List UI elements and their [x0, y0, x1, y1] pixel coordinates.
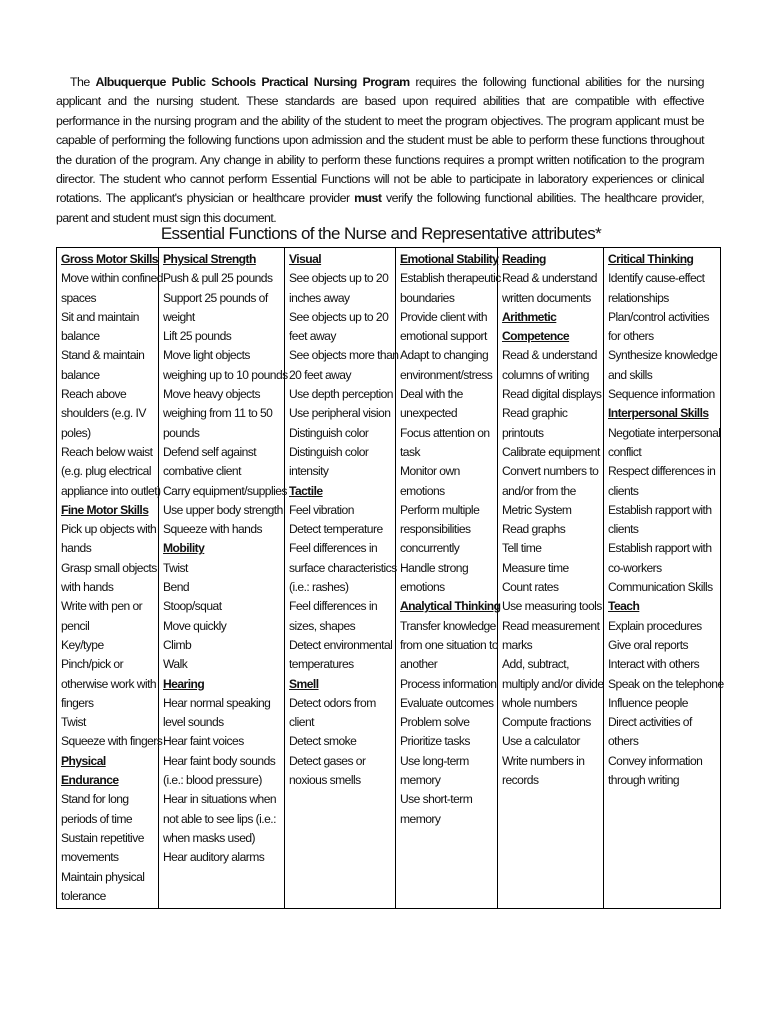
function-item: Count rates — [502, 580, 559, 595]
function-item: pencil — [61, 618, 90, 633]
function-item: feet away — [289, 329, 336, 344]
section-heading: Competence — [502, 329, 570, 344]
function-item: Write with pen or — [61, 599, 143, 614]
function-item: Twist — [61, 715, 86, 730]
function-item: Read graphs — [502, 522, 566, 537]
function-item: Stand & maintain — [61, 348, 145, 363]
function-item: Reach above — [61, 387, 127, 402]
function-item: responsibilities — [400, 522, 471, 537]
function-item: Establish rapport with — [608, 541, 712, 556]
intro-line: the nursing student. These standards are based upon required abilities that are compatible with effective performance in the nursing — [56, 94, 704, 128]
function-item: Climb — [163, 637, 192, 652]
column-strength-mobility-hearing — [159, 248, 288, 909]
column-emotional-analytical — [396, 248, 501, 909]
function-item: Move light objects — [163, 348, 250, 363]
function-item: Negotiate interpersonal — [608, 425, 721, 440]
function-item: Lift 25 pounds — [163, 329, 232, 344]
function-item: task — [400, 444, 420, 459]
function-item: surface characteristics — [289, 560, 397, 575]
function-item: through writing — [608, 773, 680, 788]
intro-line: requires the following functional abilities for the nursing applicant and — [56, 75, 704, 109]
function-item: Convey information — [608, 753, 703, 768]
column-reading-arithmetic — [498, 248, 604, 909]
function-item: Read & understand — [502, 348, 597, 363]
function-item: See objects more than — [289, 348, 399, 363]
function-item: pounds — [163, 425, 200, 440]
function-item: Hear normal speaking — [163, 695, 271, 710]
function-item: inches away — [289, 290, 350, 305]
function-item: intensity — [289, 464, 329, 479]
function-item: relationships — [608, 290, 669, 305]
function-item: Sit and maintain — [61, 309, 139, 324]
function-item: co-workers — [608, 560, 662, 575]
section-heading: Mobility — [163, 541, 205, 556]
function-item: Bend — [163, 580, 190, 595]
essential-functions-table — [56, 247, 724, 909]
function-item: fingers — [61, 695, 94, 710]
function-item: Tell time — [502, 541, 542, 556]
function-item: otherwise work with — [61, 676, 157, 691]
function-item: Key/type — [61, 637, 104, 652]
function-item: Feel vibration — [289, 502, 354, 517]
function-item: Use depth perception — [289, 387, 393, 402]
function-item: Monitor own — [400, 464, 460, 479]
function-item: level sounds — [163, 715, 224, 730]
intro-line: Essential Functions will not be able to participate in laboratory experiences or clinical rotations. The applicant's physician or healthcare — [56, 172, 704, 206]
function-item: appliance into outlet) — [61, 483, 161, 498]
function-item: weighing up to 10 pounds — [163, 367, 288, 382]
section-heading: Fine Motor Skills — [61, 502, 149, 517]
function-item: records — [502, 773, 539, 788]
function-item: when masks used) — [163, 830, 256, 845]
function-item: Read digital displays — [502, 387, 602, 402]
function-item: Convert numbers to — [502, 464, 599, 479]
function-item: Use a calculator — [502, 734, 580, 749]
function-item: Detect temperature — [289, 522, 383, 537]
function-item: columns of writing — [502, 367, 589, 382]
function-item: written documents — [502, 290, 591, 305]
function-item: memory — [400, 773, 441, 788]
function-item: memory — [400, 811, 441, 826]
function-item: Measure time — [502, 560, 569, 575]
function-item: (i.e.: blood pressure) — [163, 773, 262, 788]
function-item: Plan/control activities — [608, 309, 709, 324]
section-heading: Analytical Thinking — [400, 599, 501, 614]
section-heading: Physical — [61, 753, 106, 768]
function-item: Detect smoke — [289, 734, 357, 749]
function-item: noxious smells — [289, 773, 361, 788]
function-item: Read measurement — [502, 618, 600, 633]
section-heading: Emotional Stability — [400, 252, 499, 266]
section-heading: Teach — [608, 599, 640, 614]
function-item: Use short-term — [400, 792, 473, 807]
function-item: Use measuring tools — [502, 599, 602, 614]
function-item: movements — [61, 850, 119, 865]
section-heading: Reading — [502, 252, 546, 266]
function-item: Direct activities of — [608, 715, 692, 730]
section-heading: Visual — [289, 252, 322, 266]
function-item: Maintain physical — [61, 869, 145, 884]
function-item: others — [608, 734, 639, 749]
column-visual-tactile-smell — [285, 248, 399, 909]
function-item: client — [289, 715, 314, 730]
function-item: unexpected — [400, 406, 458, 421]
intro-prefix: The — [70, 75, 96, 89]
function-item: Read & understand — [502, 271, 597, 286]
function-item: Push & pull 25 pounds — [163, 271, 273, 286]
table-row — [57, 248, 721, 909]
function-item: Hear faint voices — [163, 734, 244, 749]
function-item: Distinguish color — [289, 425, 369, 440]
function-item: Reach below waist — [61, 444, 153, 459]
intro-must: must — [354, 191, 382, 206]
intro-last-prefix: provider — [309, 191, 355, 206]
function-item: Synthesize knowledge — [608, 348, 718, 363]
function-item: Twist — [163, 560, 188, 575]
function-item: multiply and/or divide — [502, 676, 604, 691]
function-item: Write numbers in — [502, 753, 585, 768]
function-item: printouts — [502, 425, 544, 440]
function-item: emotions — [400, 580, 445, 595]
function-item: Respect differences in — [608, 464, 716, 479]
function-item: Detect odors from — [289, 695, 376, 710]
intro-line: in ability to perform these functions requires a prompt written notification to the program director. The student who cannot perform — [56, 152, 704, 187]
section-heading: Critical Thinking — [608, 252, 694, 266]
function-item: emotional support — [400, 329, 487, 344]
function-item: Pinch/pick or — [61, 657, 124, 672]
function-item: Move within confined — [61, 271, 163, 286]
function-item: Process information — [400, 676, 497, 691]
function-item: (i.e.: rashes) — [289, 580, 349, 595]
section-heading: Endurance — [61, 773, 119, 788]
section-heading: Interpersonal Skills — [608, 406, 709, 421]
program-name: Albuquerque Public Schools Practical Nursing Program — [95, 75, 410, 89]
section-heading: Hearing — [163, 676, 205, 691]
function-item: Provide client with — [400, 309, 488, 324]
intro-last-suffix: verify the following functional abilities. The healthcare provider, parent and student must sign this document. — [56, 191, 704, 225]
function-item: Metric System — [502, 502, 572, 517]
function-item: balance — [61, 367, 100, 382]
function-item: Detect gases or — [289, 753, 366, 768]
function-item: concurrently — [400, 541, 460, 556]
function-item: environment/stress — [400, 367, 493, 382]
function-item: Establish rapport with — [608, 502, 712, 517]
function-item: hands — [61, 541, 92, 556]
function-item: Communication Skills — [608, 580, 713, 595]
function-item: See objects up to 20 — [289, 309, 389, 324]
function-item: for others — [608, 329, 654, 344]
function-item: Interact with others — [608, 657, 700, 672]
function-item: periods of time — [61, 811, 133, 826]
function-item: shoulders (e.g. IV — [61, 406, 146, 421]
function-item: not able to see lips (i.e.: — [163, 811, 276, 826]
function-item: and/or from the — [502, 483, 576, 498]
function-item: Feel differences in — [289, 599, 378, 614]
function-item: Establish therapeutic — [400, 271, 501, 286]
function-item: whole numbers — [502, 695, 577, 710]
function-item: Hear auditory alarms — [163, 850, 265, 865]
function-item: Defend self against — [163, 444, 257, 459]
function-item: Carry equipment/supplies — [163, 483, 287, 498]
function-item: Hear in situations when — [163, 792, 277, 807]
section-heading: Physical Strength — [163, 252, 256, 266]
function-item: temperatures — [289, 657, 354, 672]
function-item: Perform multiple — [400, 502, 480, 517]
column-critical-interpersonal-teach — [604, 248, 724, 909]
function-item: tolerance — [61, 888, 106, 903]
function-item: emotions — [400, 483, 445, 498]
function-item: Focus attention on — [400, 425, 490, 440]
function-item: another — [400, 657, 438, 672]
function-item: Distinguish color — [289, 444, 369, 459]
function-item: Problem solve — [400, 715, 470, 730]
function-item: Prioritize tasks — [400, 734, 470, 749]
function-item: Evaluate outcomes — [400, 695, 494, 710]
intro-line: program and the ability of the student to meet the program objectives. The program applicant must be capable of performing the following — [56, 113, 704, 148]
function-item: Detect environmental — [289, 637, 393, 652]
function-item: Sustain repetitive — [61, 830, 144, 845]
section-heading: Gross Motor Skills — [61, 252, 158, 266]
function-item: Hear faint body sounds — [163, 753, 276, 768]
function-item: Influence people — [608, 695, 688, 710]
function-item: Use upper body strength — [163, 502, 283, 517]
function-item: Explain procedures — [608, 618, 702, 633]
function-item: clients — [608, 483, 639, 498]
function-item: Add, subtract, — [502, 657, 569, 672]
function-item: Move heavy objects — [163, 387, 260, 402]
function-item: clients — [608, 522, 639, 537]
function-item: weight — [163, 309, 195, 324]
function-item: Sequence information — [608, 387, 715, 402]
function-item: Speak on the telephone — [608, 676, 724, 691]
function-item: Support 25 pounds of — [163, 290, 268, 305]
function-item: sizes, shapes — [289, 618, 356, 633]
function-item: weighing from 11 to 50 — [163, 406, 273, 421]
function-item: Pick up objects with — [61, 522, 157, 537]
function-item: poles) — [61, 425, 91, 440]
section-heading: Arithmetic — [502, 309, 557, 324]
function-item: balance — [61, 329, 100, 344]
section-heading: Smell — [289, 676, 319, 691]
function-item: Use peripheral vision — [289, 406, 391, 421]
intro-line: functions upon admission and the student must be able to perform these functions throughout the duration of the program. Any change — [56, 133, 704, 167]
function-item: Walk — [163, 657, 188, 672]
function-item: Calibrate equipment — [502, 444, 600, 459]
function-item: (e.g. plug electrical — [61, 464, 151, 479]
function-item: Move quickly — [163, 618, 227, 633]
function-item: marks — [502, 637, 533, 652]
column-gross-motor-physical — [57, 248, 163, 909]
section-heading: Tactile — [289, 483, 323, 498]
function-item: with hands — [61, 580, 114, 595]
function-item: Stoop/squat — [163, 599, 222, 614]
function-item: Compute fractions — [502, 715, 591, 730]
function-item: Give oral reports — [608, 637, 689, 652]
function-item: and skills — [608, 367, 653, 382]
function-item: Use long-term — [400, 753, 469, 768]
function-item: Grasp small objects — [61, 560, 157, 575]
function-item: Squeeze with hands — [163, 522, 263, 537]
function-item: Handle strong — [400, 560, 469, 575]
function-item: 20 feet away — [289, 367, 351, 382]
page-title: Essential Functions of the Nurse and Representative attributes* — [160, 224, 602, 243]
function-item: from one situation to — [400, 637, 499, 652]
function-item: boundaries — [400, 290, 455, 305]
function-item: Read graphic — [502, 406, 568, 421]
function-item: See objects up to 20 — [289, 271, 389, 286]
function-item: Transfer knowledge — [400, 618, 496, 633]
function-item: Identify cause-effect — [608, 271, 705, 286]
function-item: Feel differences in — [289, 541, 378, 556]
function-item: conflict — [608, 444, 642, 459]
function-item: Deal with the — [400, 387, 463, 402]
function-item: combative client — [163, 464, 241, 479]
intro-paragraph — [56, 73, 704, 228]
function-item: spaces — [61, 290, 97, 305]
function-item: Squeeze with fingers — [61, 734, 163, 749]
function-item: Adapt to changing — [400, 348, 489, 363]
function-item: Stand for long — [61, 792, 129, 807]
